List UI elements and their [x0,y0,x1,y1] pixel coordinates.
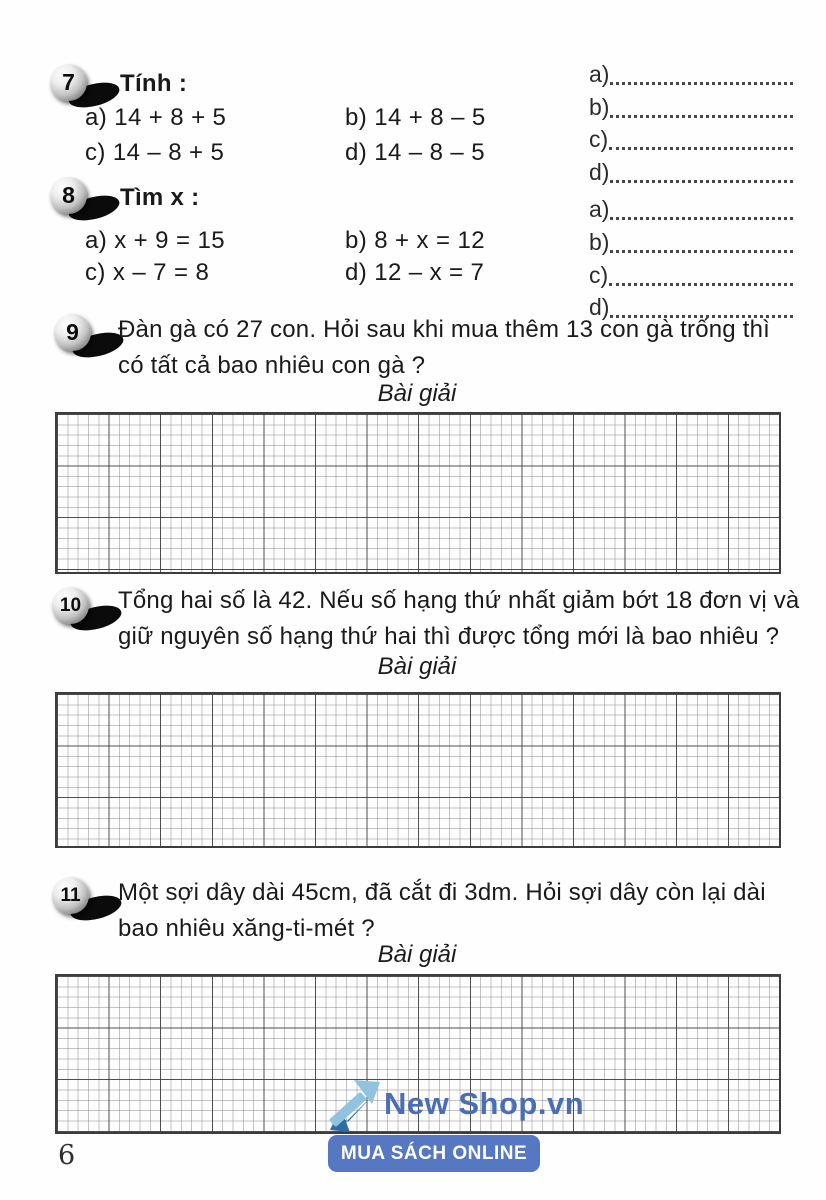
mua-sach-online-badge: MUA SÁCH ONLINE [328,1135,540,1172]
exercise-8-item-a: a) x + 9 = 15 [85,227,225,254]
exercise-10-number: 10 [52,587,89,624]
answer-line-8a [589,193,793,220]
exercise-8-item-d: d) 12 – x = 7 [345,259,485,286]
exercise-9-text-line1: Đàn gà có 27 con. Hỏi sau khi mua thêm 13 con gà trống thì [118,316,770,343]
exercise-7-title: Tính : [120,70,188,97]
dotted-answer-rule [610,95,793,118]
answer-line-7b [589,91,793,118]
exercise-7-number: 7 [50,64,87,101]
answer-label: b) [589,94,610,120]
exercise-11-text-line1: Một sợi dây dài 45cm, đã cắt đi 3dm. Hỏi sợi dây còn lại dài [118,879,766,906]
exercise-9-solution-heading: Bài giải [377,380,457,407]
exercise-8-title: Tìm x : [120,184,200,211]
answer-label: c) [589,126,609,152]
exercise-7-item-c: c) 14 – 8 + 5 [85,139,225,166]
exercise-10-solution-heading: Bài giải [377,653,457,680]
exercise-11-text-line2: bao nhiêu xăng-ti-mét ? [118,915,375,942]
dotted-answer-rule [610,230,793,253]
dotted-answer-rule [610,197,793,220]
answer-line-7c [589,123,793,150]
answer-label: d) [589,159,610,185]
exercise-10-text-line1: Tổng hai số là 42. Nếu số hạng thứ nhất giảm bớt 18 đơn vị và [118,587,800,614]
answer-label: d) [589,294,610,320]
exercise-7-item-a: a) 14 + 8 + 5 [85,104,227,131]
exercise-10-text-line2: giữ nguyên số hạng thứ hai thì được tổng mới là bao nhiêu ? [118,623,780,650]
dotted-answer-rule [609,263,793,286]
exercise-9-text-line2: có tất cả bao nhiêu con gà ? [118,352,426,379]
exercise-9-solution-grid [55,412,781,574]
answer-label: c) [589,262,609,288]
dotted-answer-rule [610,160,793,183]
answer-label: a) [589,61,610,87]
exercise-8-number: 8 [50,177,87,214]
page-number: 6 [58,1140,76,1171]
exercise-11-solution-heading: Bài giải [377,941,457,968]
answer-line-8c [589,259,793,286]
answer-label: b) [589,229,610,255]
exercise-10-solution-grid [55,692,781,848]
dotted-answer-rule [610,62,793,85]
exercise-8-item-b: b) 8 + x = 12 [345,227,485,254]
exercise-11-number: 11 [52,877,89,914]
answer-label: a) [589,196,610,222]
newshop-logo-text: New Shop.vn [384,1086,585,1121]
exercise-8-item-c: c) x – 7 = 8 [85,259,210,286]
answer-line-7a [589,58,793,85]
exercise-7-item-b: b) 14 + 8 – 5 [345,104,486,131]
answer-line-8b [589,226,793,253]
exercise-7-item-d: d) 14 – 8 – 5 [345,139,485,166]
answer-line-8d [589,291,793,318]
newshop-arrow-icon [324,1078,384,1134]
dotted-answer-rule [610,295,793,318]
answer-line-7d [589,156,793,183]
exercise-9-number: 9 [54,314,91,351]
dotted-answer-rule [609,127,793,150]
